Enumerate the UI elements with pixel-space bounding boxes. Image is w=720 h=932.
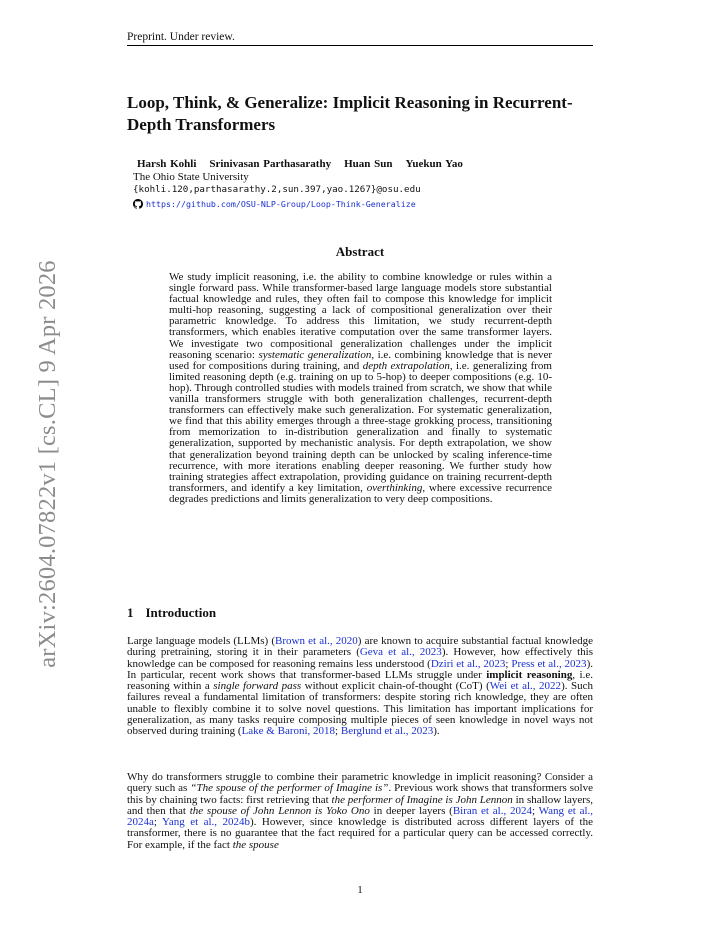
author-name: Harsh Kohli [137,158,197,170]
citation-link[interactable]: Geva et al., 2023 [359,646,442,659]
section-number: 1 [127,605,134,620]
intro-paragraph: Why do transformers struggle to combine their parametric knowledge in implicit reasoning? Consider a query such as “The spouse of the performer of Imagine is”. Previous work shows that transformers solve this by chaining two facts: first retrieving that the performer of Imagine is John Lennon in shallow layers, and then that the spouse of John Lennon is Yoko Ono in deeper layers (Biran et al., 2024; Wang et al., 2024a; Yang et al., 2024b). However, since knowledge is distributed across different layers of the transformer, there is no guarantee that the fact required for a particular query can be accessed correctly. For example, if the fact the spouse [127,771,594,851]
author-emails: {kohli.120,parthasarathy.2,sun.397,yao.1267}@osu.edu [133,184,421,195]
running-header: Preprint. Under review. [127,31,235,43]
citation-link[interactable]: Brown et al., 2020 [275,635,358,647]
author-list [137,158,476,170]
citation-link[interactable]: Dziri et al., 2023 [430,657,506,670]
citation-link[interactable]: Biran et al., 2024 [452,804,533,817]
repository-link[interactable]: https://github.com/OSU-NLP-Group/Loop-Think-Generalize [146,199,416,209]
author-name: Srinivasan Parthasarathy [209,158,332,170]
repository-line [133,199,416,209]
header-divider [127,45,593,46]
abstract-text: We study implicit reasoning, i.e. the ability to combine knowledge or rules within a single forward pass. While transformer-based large language models store substantial factual knowledge and rules, they often fail to compose this knowledge for implicit multi-hop reasoning, suggesting a lack of compositional generalization over their parametric knowledge. To address this limitation, we study recurrent-depth transformers, which enables iterative computation over the same transformer layers. We investigate two compositional generalization challenges under the implicit reasoning scenario: systematic generalization, i.e. combining knowledge that is never used for compositions during training, and depth extrapolation, i.e. generalizing from limited reasoning depth (e.g. training on up to 5-hop) to deeper compositions (e.g. 10-hop). Through controlled studies with models trained from scratch, we show that while vanilla transformers struggle with both generalization challenges, recurrent-depth transformers can effectively make such generalization. For systematic generalization, we find that this ability emerges through a three-stage grokking process, transitioning from memorization to in-distribution generalization and finally to systematic generalization, supported by mechanistic analysis. For depth extrapolation, we show that generalization beyond training depth can be unlocked by scaling inference-time recurrence, with more iterations enabling deeper reasoning. We further study how training strategies affect extrapolation, providing guidance on training recurrent-depth transformers, and identify a key limitation, overthinking, where excessive recurrence degrades predictions and limits generalization to very deep compositions. [169,271,553,505]
github-icon [133,199,143,209]
page-number: 1 [357,884,363,896]
citation-link[interactable]: Wei et al., 2022 [489,680,562,693]
citation-link[interactable]: Lake & Baroni, 2018 [241,725,336,738]
abstract-heading: Abstract [335,244,385,259]
author-name: Huan Sun [344,158,393,170]
citation-link[interactable]: Press et al., 2023 [511,657,587,670]
affiliation: The Ohio State University [133,171,249,183]
arxiv-identifier-stamp: arXiv:2604.07822v1 [cs.CL] 9 Apr 2026 [34,260,61,668]
citation-link[interactable]: Wang et al., 2024a [127,804,594,829]
citation-link[interactable]: Berglund et al., 2023 [340,725,434,738]
intro-paragraph: Large language models (LLMs) (Brown et al., 2020) are known to acquire substantial factual knowledge during pretraining, storing it in their parameters (Geva et al., 2023). However, how effectively this knowledge can be composed for reasoning remains less understood (Dziri et al., 2023; Press et al., 2023). In particular, recent work shows that transformer-based LLMs struggle under implicit reasoning, i.e. reasoning within a single forward pass without explicit chain-of-thought (CoT) (Wei et al., 2022). Such failures reveal a fundamental limitation of transformers: despite storing rich knowledge, they are often unable to flexibly combine it to solve novel questions. This limitation has important implications for generalization, as many tasks require composing multiple pieces of seen knowledge in novel ways not observed during training (Lake & Baroni, 2018; Berglund et al., 2023). [127,635,593,738]
paper-title: Loop, Think, & Generalize: Implicit Reasoning in Recurrent-Depth Transformers [127,93,573,134]
section-heading [127,605,216,621]
citation-link[interactable]: Yang et al., 2024b [162,816,251,829]
author-name: Yuekun Yao [405,158,463,170]
section-title: Introduction [145,605,217,620]
